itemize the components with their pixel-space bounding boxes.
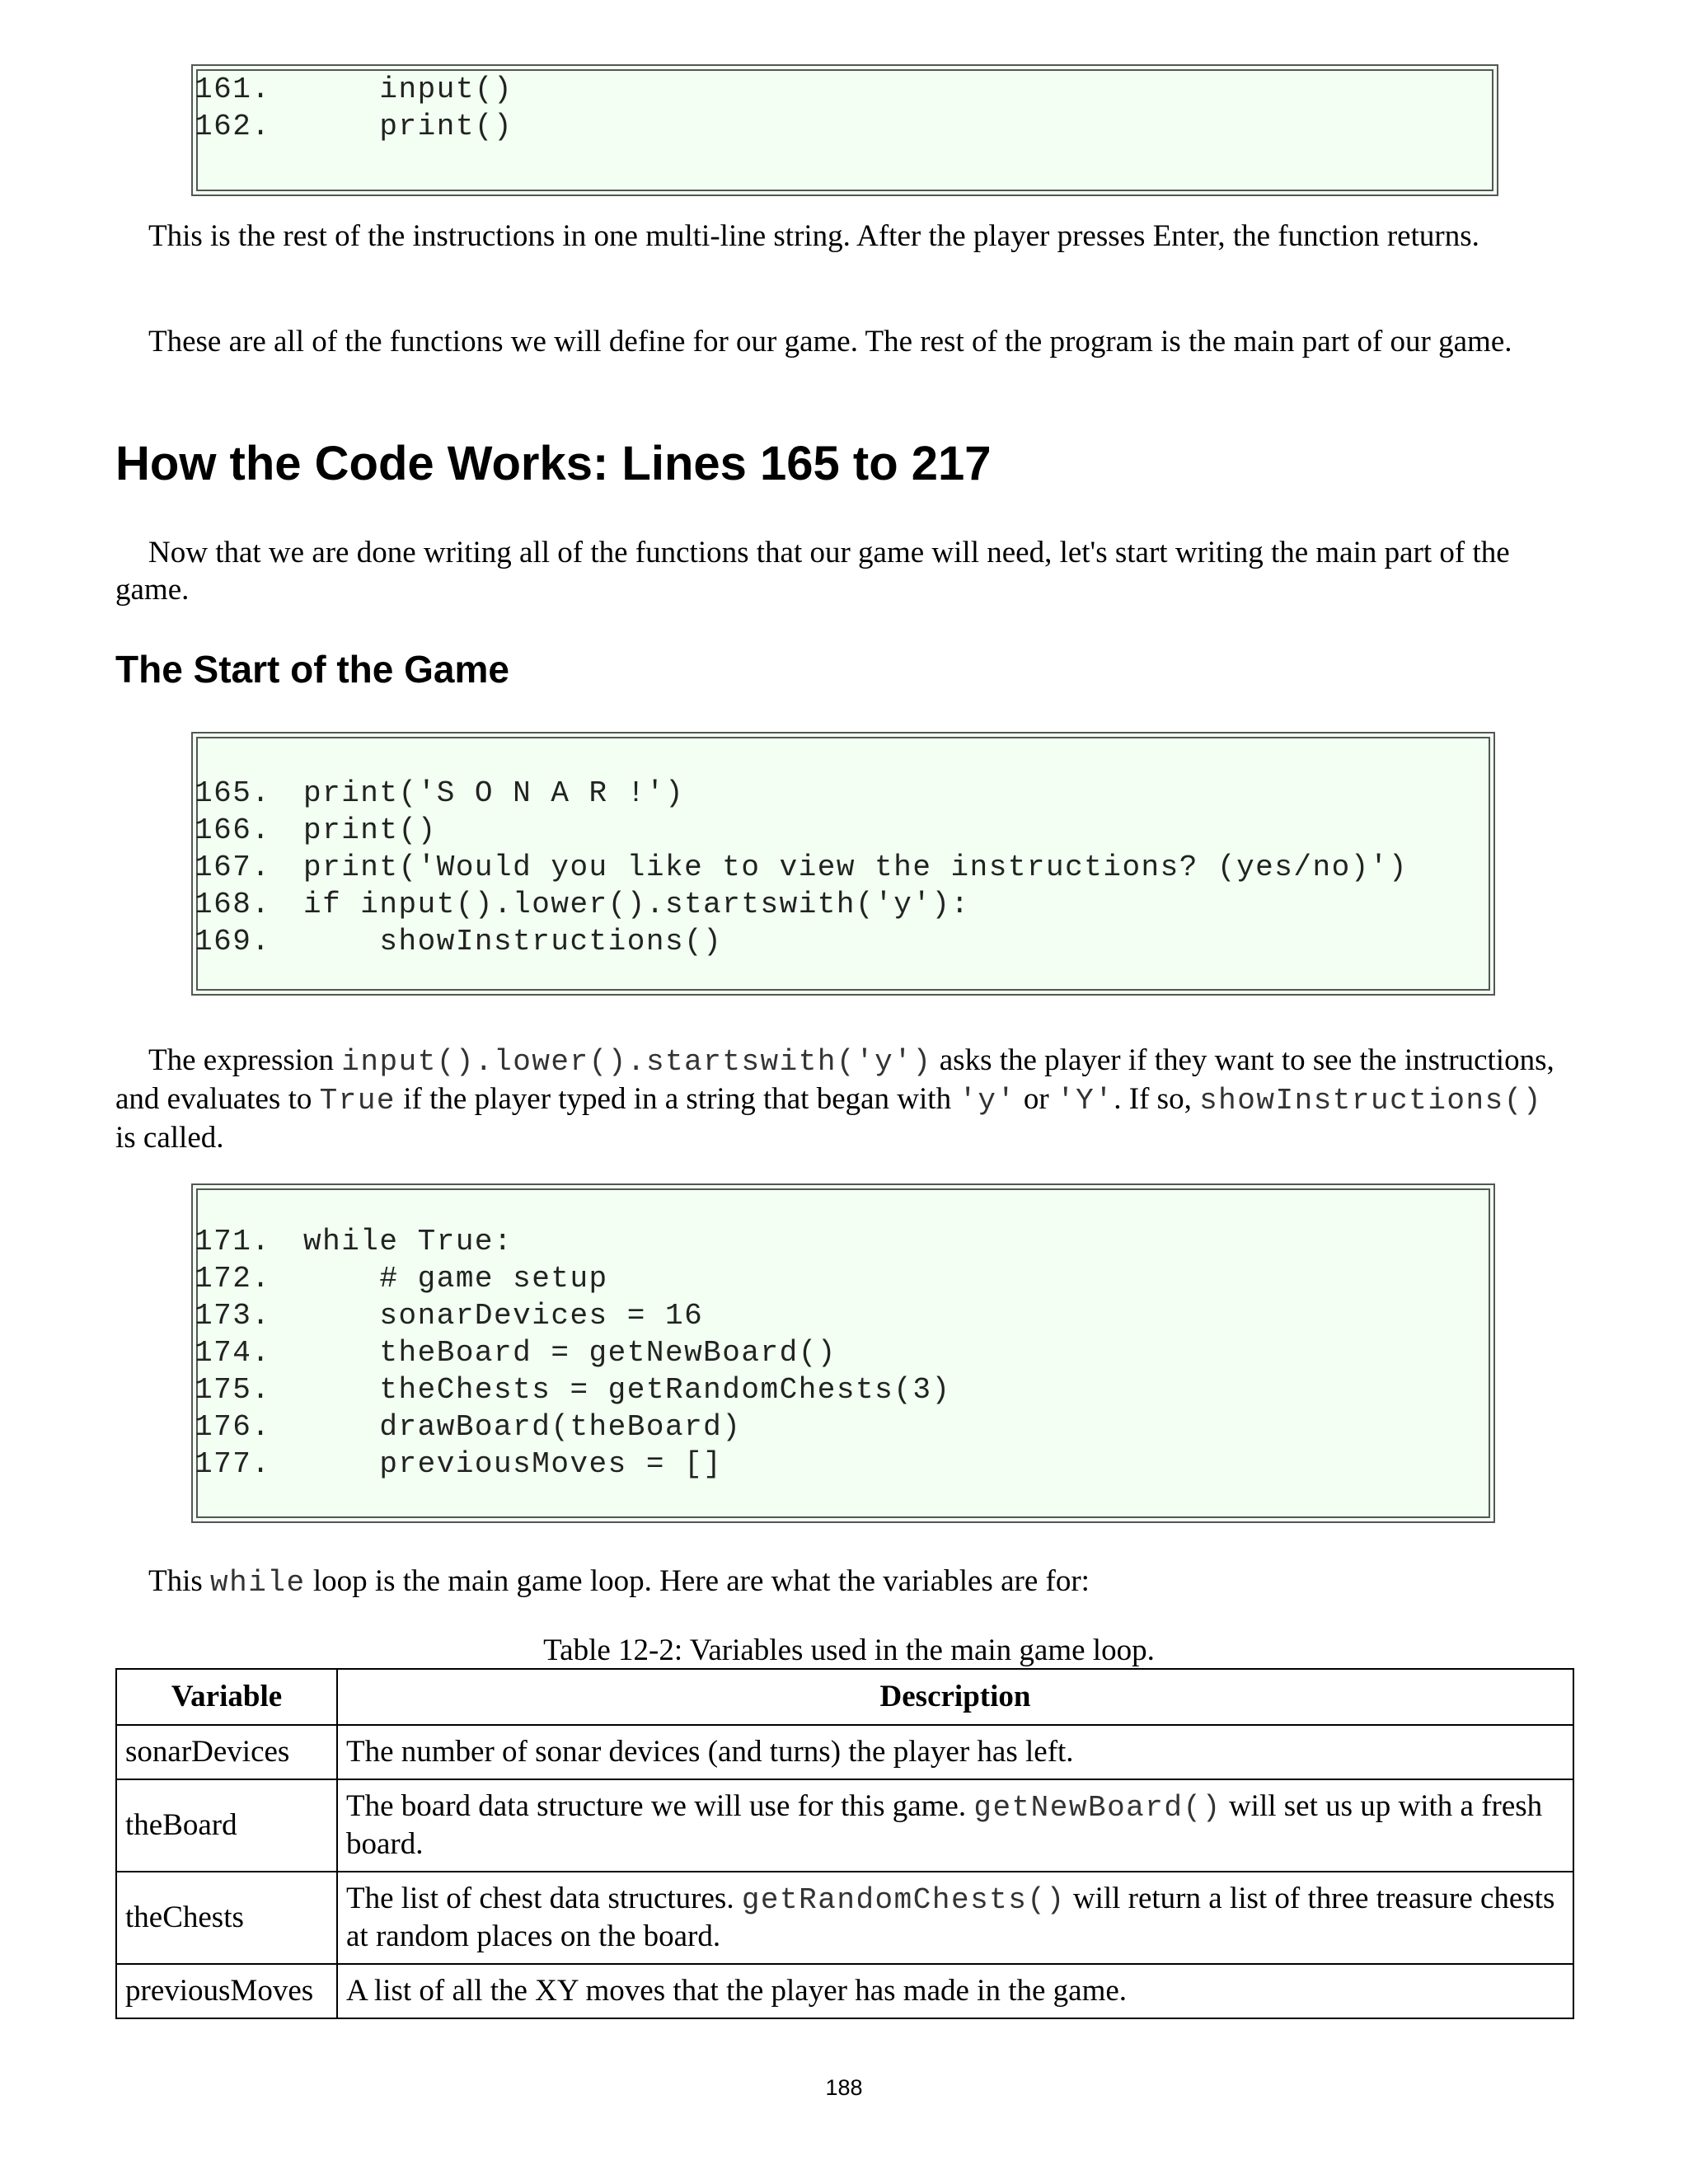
code-line: 166. print(): [195, 813, 437, 847]
subsection-heading: The Start of the Game: [115, 648, 509, 691]
table-row: [116, 1872, 1573, 1964]
page-number: 188: [825, 2075, 863, 2100]
inline-code: 'Y': [1056, 1084, 1114, 1118]
table-row: [116, 1725, 1573, 1779]
column-header: Variable: [116, 1669, 337, 1725]
description-cell: The list of chest data structures. getRandomChests() will return a list of three treasure chests at random places on the board.: [337, 1872, 1573, 1964]
inline-code: input().lower().startswith('y'): [341, 1045, 932, 1079]
inline-code: showInstructions(): [1199, 1084, 1542, 1118]
code-line: 168. if input().lower().startswith('y'):: [195, 888, 970, 921]
table-row: [116, 1779, 1573, 1872]
description-cell: The board data structure we will use for this game. getNewBoard() will set us up with a fresh board.: [337, 1779, 1573, 1872]
table-row: [116, 1964, 1573, 2018]
code-line: 171. while True:: [195, 1225, 513, 1258]
code-block-top: [191, 64, 1498, 196]
section-heading: How the Code Works: Lines 165 to 217: [115, 437, 992, 490]
table-caption: Table 12-2: Variables used in the main game loop.: [543, 1633, 1155, 1667]
code-line: 165. print('S O N A R !'): [195, 776, 685, 810]
paragraph: Now that we are done writing all of the functions that our game will need, let's start writing the main part of the game.: [115, 536, 1510, 607]
paragraph: These are all of the functions we will define for our game. The rest of the program is the main part of our game.: [148, 325, 1512, 359]
code-line: 169. showInstructions(): [195, 925, 723, 958]
inline-code: while: [210, 1566, 306, 1600]
paragraph: The expression input().lower().startswith('y') asks the player if they want to see the instructions, and evaluates to True if the player typed in a string that began with 'y' or 'Y'. If so, showInstructions() is called.: [115, 1043, 1554, 1155]
variable-cell: sonarDevices: [116, 1725, 337, 1779]
table-header-row: [116, 1669, 1573, 1725]
code-line: 162. print(): [195, 110, 513, 143]
code-line: 175. theChests = getRandomChests(3): [195, 1373, 951, 1407]
inline-code: True: [319, 1084, 396, 1118]
variable-cell: theChests: [116, 1872, 337, 1964]
column-header: Description: [337, 1669, 1573, 1725]
code-line: 161. input(): [195, 73, 513, 106]
paragraph: This is the rest of the instructions in one multi-line string. After the player presses Enter, the function returns.: [148, 219, 1479, 253]
code-line: 176. drawBoard(theBoard): [195, 1410, 742, 1444]
inline-code: 'y': [959, 1084, 1016, 1118]
variable-cell: previousMoves: [116, 1964, 337, 2018]
code-block-start: [191, 732, 1495, 996]
paragraph: This while loop is the main game loop. Here are what the variables are for:: [148, 1564, 1090, 1600]
variable-cell: theBoard: [116, 1779, 337, 1872]
code-line: 172. # game setup: [195, 1262, 608, 1296]
code-block-loop: [191, 1183, 1495, 1523]
description-cell: A list of all the XY moves that the player has made in the game.: [337, 1964, 1573, 2018]
code-line: 173. sonarDevices = 16: [195, 1299, 704, 1333]
inline-code: getNewBoard(): [973, 1791, 1221, 1825]
code-line: 174. theBoard = getNewBoard(): [195, 1336, 837, 1370]
code-line: 167. print('Would you like to view the instructions? (yes/no)'): [195, 851, 1409, 884]
inline-code: getRandomChests(): [741, 1883, 1066, 1917]
description-cell: The number of sonar devices (and turns) the player has left.: [337, 1725, 1573, 1779]
variables-table: [115, 1668, 1574, 2019]
code-line: 177. previousMoves = []: [195, 1447, 723, 1481]
